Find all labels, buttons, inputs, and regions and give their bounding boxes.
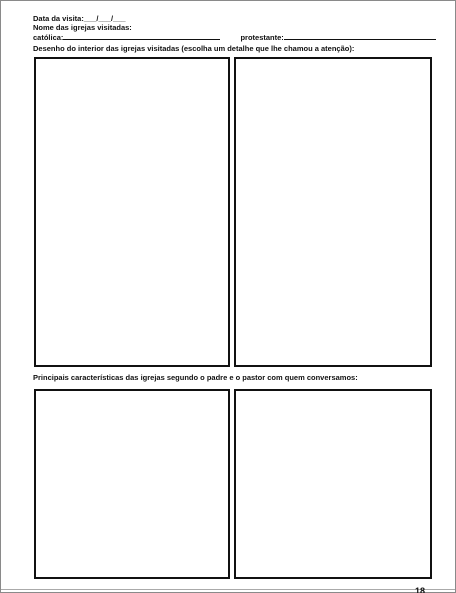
visit-date-blank[interactable]: ___/___/___	[83, 14, 126, 23]
drawing-section-title: Desenho do interior das igrejas visitadas (escolha um detalhe que lhe chamou a atenção):	[33, 44, 355, 53]
visit-date-line	[33, 14, 126, 23]
protestant-field[interactable]	[284, 32, 436, 40]
catholic-label: católica:	[33, 33, 64, 42]
visit-date-label: Data da visita:	[33, 14, 84, 23]
drawing-box-left[interactable]	[34, 57, 230, 367]
characteristics-section-title: Principais características das igrejas segundo o padre e o pastor com quem conversamos:	[33, 373, 358, 382]
page-number: 18	[414, 586, 425, 593]
protestant-label: protestante:	[240, 33, 284, 42]
catholic-field[interactable]	[63, 32, 220, 40]
churches-heading: Nome das igrejas visitadas:	[33, 23, 132, 32]
drawing-box-right[interactable]	[234, 57, 432, 367]
characteristics-box-left[interactable]	[34, 389, 230, 579]
characteristics-box-right[interactable]	[234, 389, 432, 579]
church-names-line	[33, 32, 436, 42]
footer-rule	[1, 589, 455, 590]
